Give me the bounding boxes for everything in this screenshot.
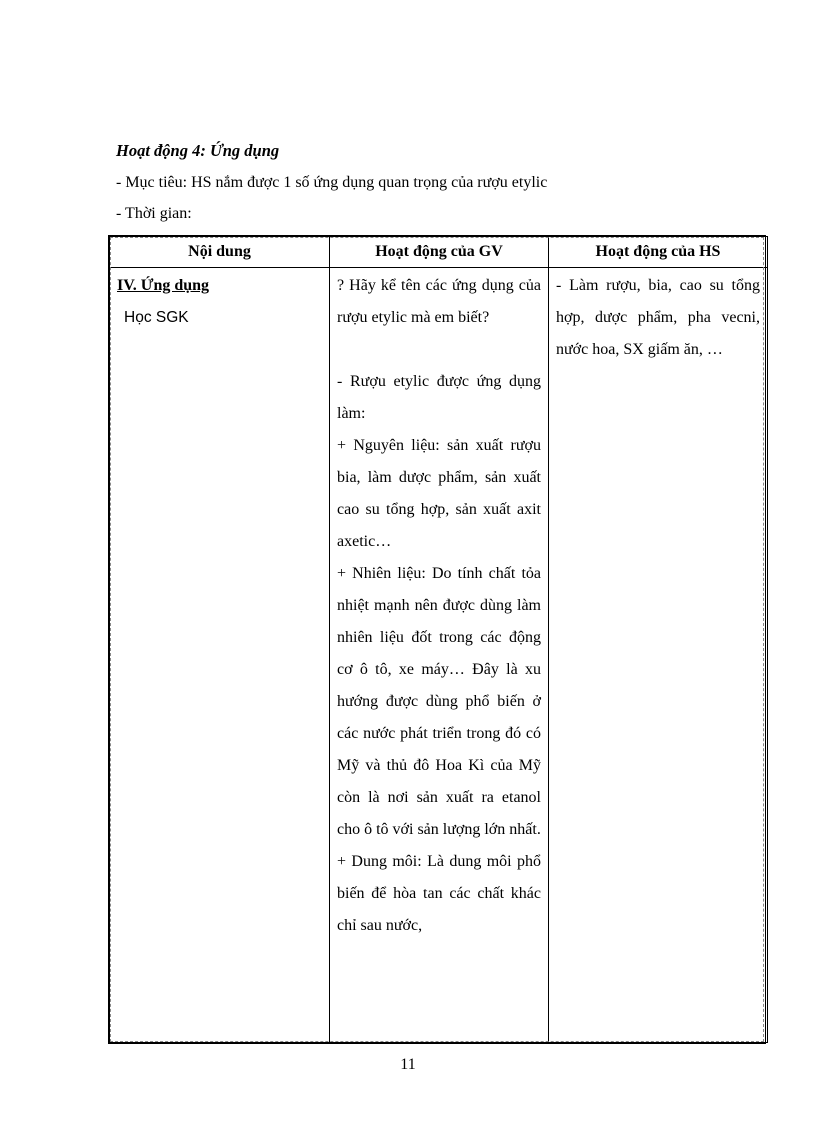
content-cell (110, 268, 330, 1043)
time-line: - Thời gian: (116, 205, 192, 222)
section-subtitle: Học SGK (124, 309, 189, 326)
table-header-row (110, 237, 768, 268)
student-answer: - Làm rượu, bia, cao su tổng hợp, dược phẩm, pha vecni, nước hoa, SX giấm ăn, … (556, 277, 760, 358)
header-content: Nội dung (110, 237, 330, 268)
student-cell (549, 268, 768, 1043)
teacher-cell (330, 268, 549, 1043)
teacher-point-solvent: + Dung môi: Là dung môi phổ biến để hòa tan các chất khác chỉ sau nước, (337, 853, 541, 934)
activity-table (108, 235, 766, 1044)
table-row (110, 268, 768, 1043)
header-teacher-activity: Hoạt động của GV (330, 237, 549, 268)
header-student-activity: Hoạt động của HS (549, 237, 768, 268)
teacher-intro: - Rượu etylic được ứng dụng làm: (337, 373, 541, 422)
page-number: 11 (400, 1056, 416, 1073)
section-title: IV. Ứng dụng (117, 277, 210, 294)
activity-heading: Hoạt động 4: Ứng dụng (116, 141, 280, 160)
objective-line: - Mục tiêu: HS nắm được 1 số ứng dụng quan trọng của rượu etylic (116, 174, 548, 191)
teacher-question: ? Hãy kể tên các ứng dụng của rượu etylic mà em biết? (337, 277, 541, 326)
teacher-point-fuel: + Nhiên liệu: Do tính chất tỏa nhiệt mạnh nên được dùng làm nhiên liệu đốt trong các động cơ ô tô, xe máy… Đây là xu hướng được dùng phổ biến ở các nước phát triển trong đó có Mỹ và thủ đô Hoa Kì của Mỹ còn là nơi sản xuất ra etanol cho ô tô với sản lượng lớn nhất. (337, 565, 541, 838)
teacher-point-material: + Nguyên liệu: sản xuất rượu bia, làm dược phẩm, sản xuất cao su tổng hợp, sản xuất axit axetic… (337, 437, 541, 550)
